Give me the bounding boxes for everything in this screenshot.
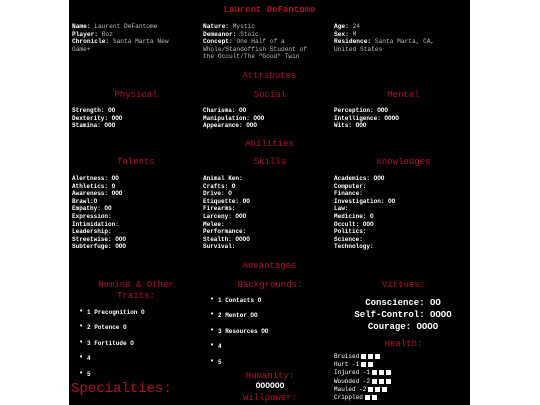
trait-item: Awareness: OOO (72, 190, 123, 198)
health-box (386, 379, 391, 384)
humanity-heading: Humanity: (245, 371, 295, 381)
numina-heading-line1: Numina & Other (98, 280, 174, 290)
trait-item: Occult: OOO (334, 220, 374, 228)
health-box (379, 379, 384, 384)
list-item: • 1 Contacts O (208, 297, 268, 312)
willpower-heading: Willpower: (242, 393, 297, 403)
health-box (382, 387, 387, 392)
header-field-value: Santa Marta, CA, United States (334, 38, 435, 53)
health-level-label: Bruised (334, 353, 360, 360)
list-item: • 5 (208, 359, 268, 374)
trait-item: Charisma: OO (203, 107, 247, 114)
header-field-value: Roz (101, 30, 113, 38)
trait-item: Intelligence: OOOO (334, 114, 399, 122)
health-level-label: Hurt -1 (334, 361, 360, 369)
social-heading: Social (253, 90, 287, 100)
header-field (334, 23, 454, 31)
trait-item: Dexterity: OOO (72, 114, 123, 122)
header-field-value: Santa Marta New Game+ (72, 38, 169, 53)
header-field-label: Age: (334, 23, 349, 30)
header-field-value: Mystic (232, 23, 255, 30)
trait-item: Stamina: OOO (72, 122, 116, 130)
humanity-value: OOOOOO (255, 382, 285, 391)
health-box (368, 387, 373, 392)
numina-heading (69, 280, 203, 302)
skills-list (203, 175, 250, 251)
health-box (379, 370, 384, 375)
numina-heading-line2: Traits: (117, 291, 155, 301)
health-track (334, 353, 391, 402)
trait-item: Wits: OOO (334, 122, 367, 130)
list-item: • 3 Fortitude O (77, 340, 145, 355)
trait-item: Law: (334, 205, 349, 213)
health-box (365, 395, 370, 400)
trait-item: Firearms: (203, 205, 236, 213)
health-box (375, 387, 380, 392)
health-box (361, 354, 366, 359)
physical-list (72, 107, 122, 130)
trait-item: Performance: (203, 228, 247, 236)
advantages-heading: Advantages (242, 261, 297, 271)
virtue-item: Conscience: OO (365, 298, 441, 308)
trait-item: Subterfuge: OOO (72, 243, 127, 251)
health-box (386, 370, 391, 375)
health-box (372, 395, 377, 400)
health-box (361, 362, 366, 367)
header-field (203, 23, 313, 31)
trait-item: Computer: (334, 182, 367, 190)
knowledges-list (334, 175, 395, 251)
header-field-value: One Half of a Whole/Standoffish Student of the Occult/The "Good" Twin (203, 38, 307, 61)
specialties-heading: Specialties: (71, 381, 172, 397)
trait-item: Stealth: OOOO (203, 235, 250, 243)
attributes-heading: Attributes (242, 71, 297, 81)
virtue-item: Courage: OOOO (367, 322, 439, 332)
header-field (72, 23, 182, 31)
list-item: • 4 (77, 355, 145, 370)
backgrounds-heading: Backgrounds: (237, 280, 303, 290)
trait-item: Finance: (334, 190, 363, 198)
health-level (334, 361, 391, 369)
trait-item: Manipulation: OOO (203, 114, 265, 122)
numina-list (77, 309, 145, 386)
trait-item: Expression: (72, 212, 112, 220)
health-level (334, 378, 391, 386)
list-item: • 2 Mentor OO (208, 312, 268, 327)
health-level-label: Injured -1 (334, 369, 371, 377)
trait-item: Drive: O (203, 190, 232, 198)
list-item: • 5 (77, 371, 145, 386)
health-box (368, 362, 373, 367)
trait-item: Technology: (334, 243, 374, 251)
header-field-label: Demeanor: (203, 30, 237, 38)
trait-item: Athletics: O (72, 182, 116, 190)
backgrounds-list (208, 297, 268, 374)
trait-item: Appearance: OOO (203, 122, 258, 130)
header-field-value: Stoic (240, 30, 259, 38)
trait-item: Melee: (203, 220, 225, 228)
trait-item: Etiquette: OO (203, 197, 250, 205)
health-level-label: Wounded -2 (334, 377, 371, 385)
trait-item: Survival: (203, 243, 236, 251)
health-heading: Health: (384, 339, 423, 349)
header-field-value: M (352, 30, 357, 38)
header-field (203, 31, 313, 39)
list-item: • 3 Resources OO (208, 328, 268, 343)
health-box (375, 354, 380, 359)
header-field-label: Concept: (203, 38, 233, 46)
health-level (334, 394, 391, 402)
list-item: • 4 (208, 343, 268, 358)
list-item: • 2 Potence O (77, 324, 145, 339)
header-field (203, 38, 313, 61)
trait-item: Larceny: OOO (203, 212, 247, 220)
mental-heading: Mental (387, 90, 420, 100)
header-field (334, 31, 454, 39)
trait-item: Animal Ken: (203, 175, 243, 182)
header-field (72, 31, 182, 39)
health-level-label: Crippled (334, 394, 363, 402)
virtue-item: Self-Control: OOOO (354, 310, 452, 320)
header-field-label: Residence: (334, 38, 372, 46)
trait-item: Strength: OO (72, 107, 116, 114)
social-list (203, 107, 264, 130)
header-field-label: Player: (72, 30, 98, 38)
list-item: • 1 Precognition O (77, 309, 145, 324)
header-col-residence (334, 23, 454, 53)
knowledges-heading: Knowledges (376, 157, 431, 167)
talents-list (72, 175, 126, 251)
header-field-label: Chronicle: (72, 38, 110, 46)
health-level (334, 369, 391, 377)
trait-item: Empathy: OO (72, 205, 112, 213)
mental-list (334, 107, 399, 130)
header-field (334, 38, 454, 53)
trait-item: Science: (334, 235, 363, 243)
trait-item: Investigation: OO (334, 197, 396, 205)
header-col-nature (203, 23, 313, 61)
trait-item: Brawl:O (72, 197, 98, 205)
health-level (334, 353, 391, 361)
trait-item: Crafts: O (203, 182, 236, 190)
character-name: Laurent DeFantome (223, 5, 316, 15)
header-field-label: Sex: (334, 30, 349, 38)
trait-item: Streetwise: OOO (72, 235, 127, 243)
trait-item: Intimidation: (72, 220, 119, 228)
header-field-label: Nature: (203, 23, 229, 30)
talents-heading: Talents (117, 157, 155, 167)
virtues-list (336, 297, 470, 333)
header-field-value: 24 (352, 23, 361, 30)
physical-heading: Physical (114, 90, 158, 100)
trait-item: Medicine: O (334, 212, 374, 220)
trait-item: Perception: OOO (334, 107, 389, 114)
character-sheet (69, 0, 470, 405)
header-field-value: Laurent DeFantome (94, 23, 158, 30)
health-level-label: Mauled -2 (334, 385, 367, 393)
skills-heading: Skills (253, 157, 287, 167)
header-field-label: Name: (72, 23, 91, 30)
health-box (372, 370, 377, 375)
trait-item: Leadership: (72, 228, 112, 236)
health-box (368, 354, 373, 359)
health-level (334, 386, 391, 394)
header-col-identity (72, 23, 182, 53)
header-field (72, 38, 182, 53)
trait-item: Alertness: OO (72, 175, 119, 182)
abilities-heading: Abilities (245, 139, 294, 149)
virtues-heading: Virtues: (381, 280, 426, 290)
health-box (372, 379, 377, 384)
trait-item: Politics: (334, 228, 367, 236)
trait-item: Academics: OOO (334, 175, 385, 182)
